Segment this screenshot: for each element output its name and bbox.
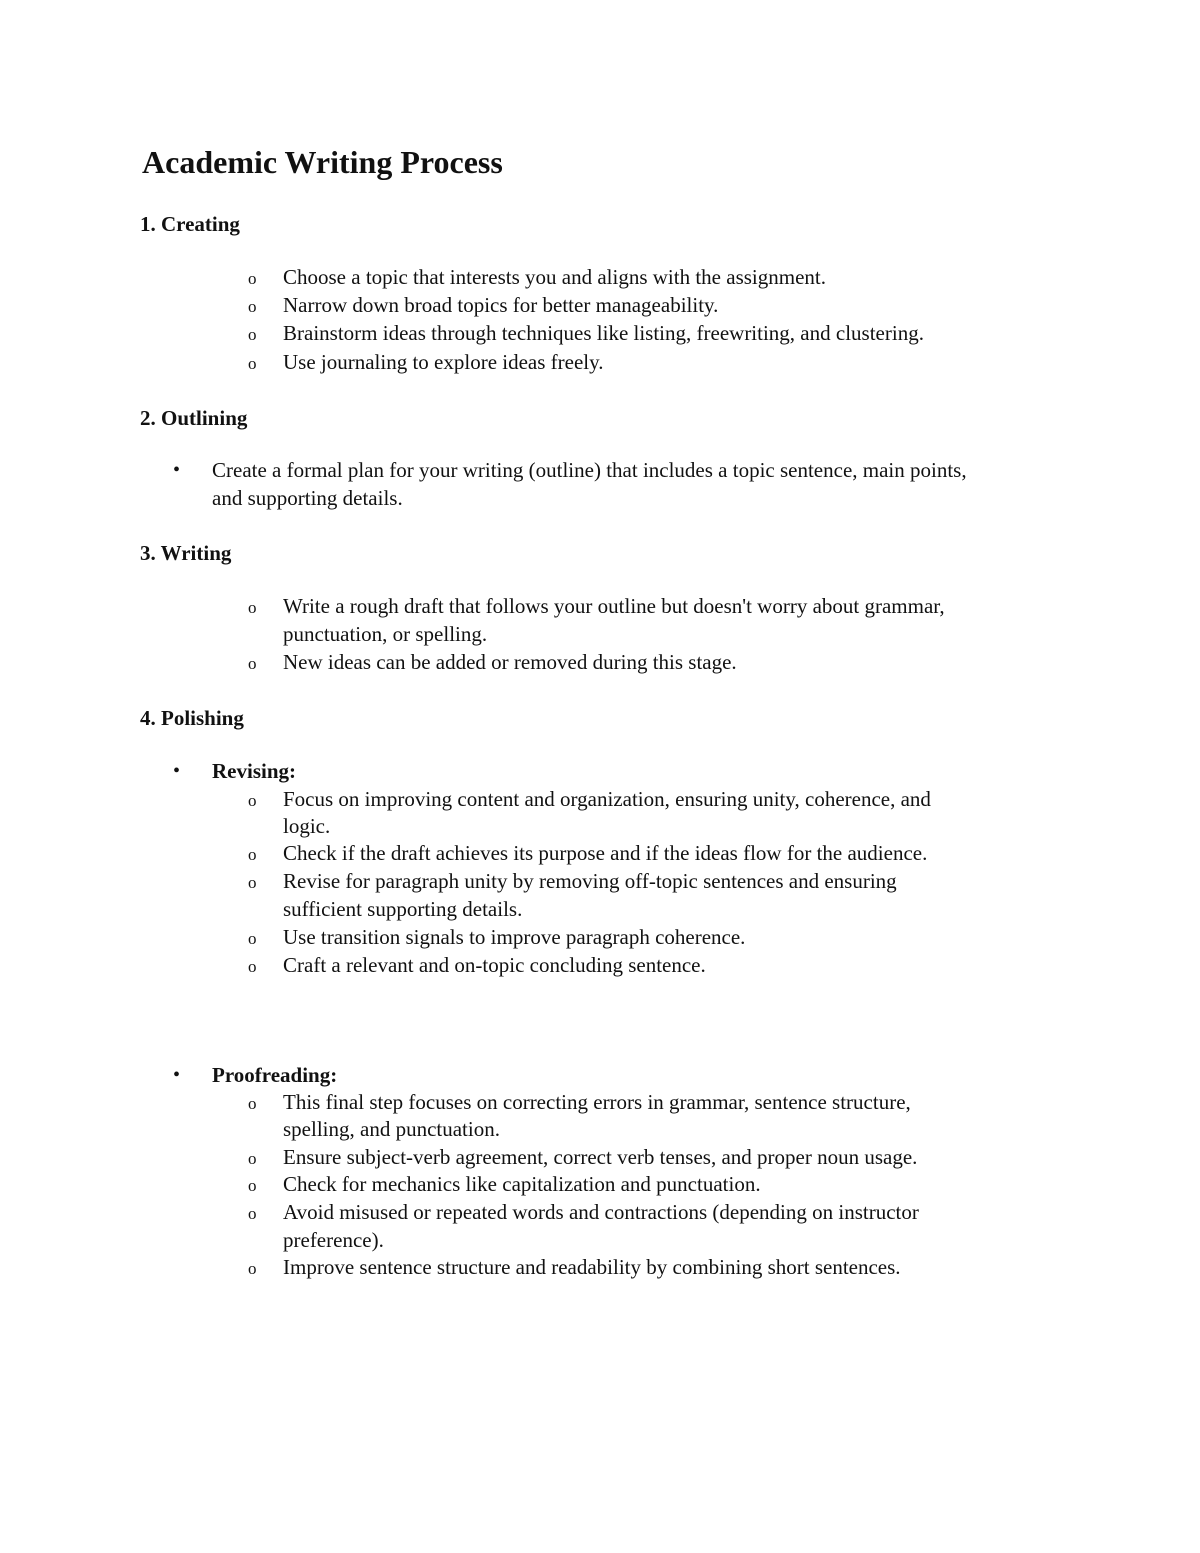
subsection-label-revising: Revising: bbox=[212, 759, 296, 783]
list-item-line: spelling, and punctuation. bbox=[283, 1117, 500, 1141]
circle-bullet-icon: o bbox=[248, 1094, 257, 1113]
bullet-icon: • bbox=[173, 760, 181, 782]
section-heading-writing: 3. Writing bbox=[140, 541, 232, 565]
circle-bullet-icon: o bbox=[248, 791, 257, 810]
list-item: Improve sentence structure and readability by combining short sentences. bbox=[283, 1255, 901, 1279]
section-heading-polishing: 4. Polishing bbox=[140, 706, 244, 730]
circle-bullet-icon: o bbox=[248, 325, 257, 344]
circle-bullet-icon: o bbox=[248, 929, 257, 948]
circle-bullet-icon: o bbox=[248, 1259, 257, 1278]
list-item: Choose a topic that interests you and aligns with the assignment. bbox=[283, 265, 826, 289]
circle-bullet-icon: o bbox=[248, 354, 257, 373]
list-item-line: Focus on improving content and organization, ensuring unity, coherence, and bbox=[283, 787, 931, 811]
document-title: Academic Writing Process bbox=[142, 144, 503, 180]
bullet-icon: • bbox=[173, 1064, 181, 1086]
list-item: Ensure subject-verb agreement, correct verb tenses, and proper noun usage. bbox=[283, 1145, 918, 1169]
circle-bullet-icon: o bbox=[248, 845, 257, 864]
list-item: Craft a relevant and on-topic concluding sentence. bbox=[283, 953, 706, 977]
section-heading-outlining: 2. Outlining bbox=[140, 406, 248, 430]
circle-bullet-icon: o bbox=[248, 654, 257, 673]
subsection-label-proofreading: Proofreading: bbox=[212, 1063, 338, 1087]
list-item-line: punctuation, or spelling. bbox=[283, 622, 488, 646]
list-item-line: Write a rough draft that follows your outline but doesn't worry about grammar, bbox=[283, 594, 945, 618]
list-item-line: sufficient supporting details. bbox=[283, 897, 523, 921]
list-item: Check if the draft achieves its purpose and if the ideas flow for the audience. bbox=[283, 841, 928, 865]
list-item: Use journaling to explore ideas freely. bbox=[283, 350, 604, 374]
circle-bullet-icon: o bbox=[248, 873, 257, 892]
list-item-line: logic. bbox=[283, 814, 331, 838]
circle-bullet-icon: o bbox=[248, 1149, 257, 1168]
section-heading-creating: 1. Creating bbox=[140, 212, 240, 236]
circle-bullet-icon: o bbox=[248, 957, 257, 976]
circle-bullet-icon: o bbox=[248, 297, 257, 316]
list-item-line: This final step focuses on correcting errors in grammar, sentence structure, bbox=[283, 1090, 911, 1114]
list-item-line: Revise for paragraph unity by removing off-topic sentences and ensuring bbox=[283, 869, 897, 893]
list-item: Check for mechanics like capitalization and punctuation. bbox=[283, 1172, 761, 1196]
bullet-icon: • bbox=[173, 459, 181, 481]
list-item: Use transition signals to improve paragraph coherence. bbox=[283, 925, 746, 949]
list-item-line: Create a formal plan for your writing (outline) that includes a topic sentence, main points, bbox=[212, 458, 967, 482]
circle-bullet-icon: o bbox=[248, 1204, 257, 1223]
list-item: Brainstorm ideas through techniques like listing, freewriting, and clustering. bbox=[283, 321, 924, 345]
circle-bullet-icon: o bbox=[248, 1176, 257, 1195]
circle-bullet-icon: o bbox=[248, 269, 257, 288]
list-item-line: and supporting details. bbox=[212, 486, 403, 510]
list-item-line: preference). bbox=[283, 1228, 384, 1252]
list-item: New ideas can be added or removed during this stage. bbox=[283, 650, 737, 674]
circle-bullet-icon: o bbox=[248, 598, 257, 617]
list-item: Narrow down broad topics for better manageability. bbox=[283, 293, 719, 317]
list-item-line: Avoid misused or repeated words and contractions (depending on instructor bbox=[283, 1200, 919, 1224]
